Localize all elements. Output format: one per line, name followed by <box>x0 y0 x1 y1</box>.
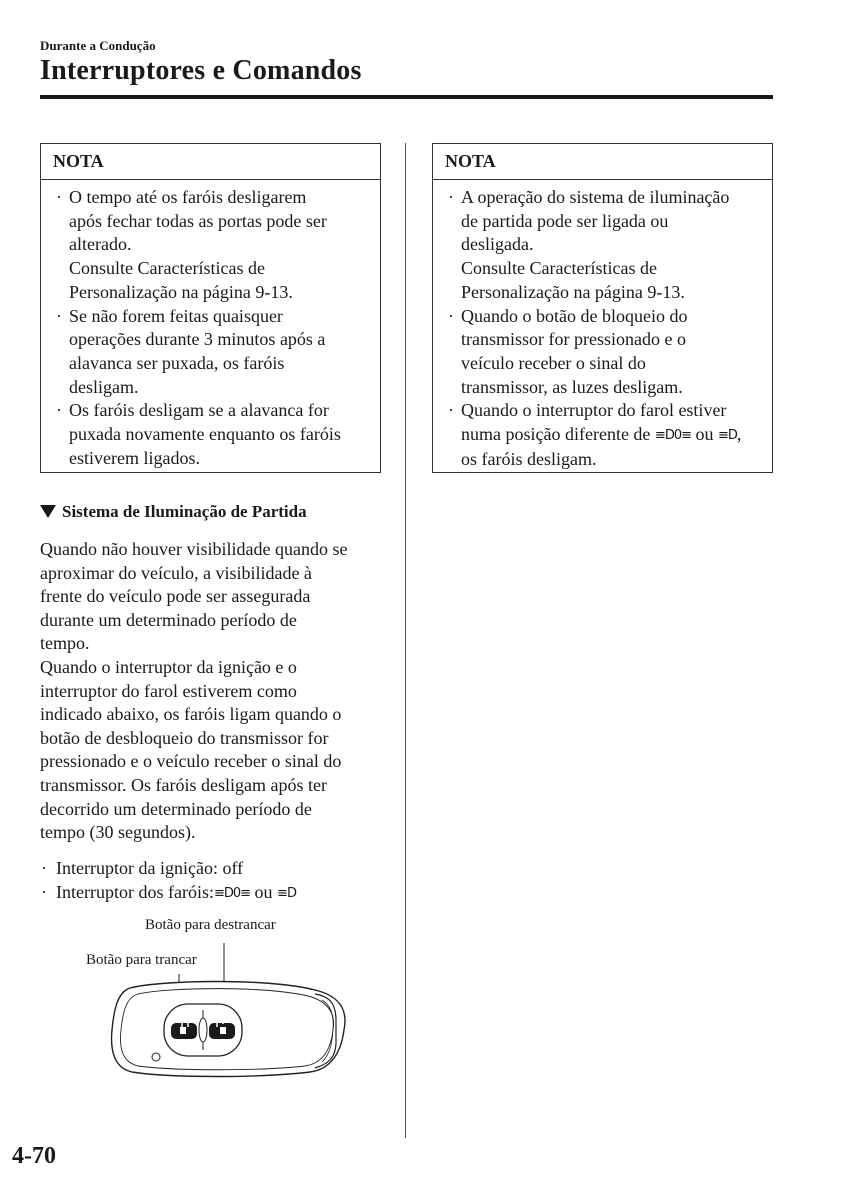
text-line: aproximar do veículo, a visibilidade à <box>40 562 312 583</box>
label-lock-button: Botão para trancar <box>86 952 197 968</box>
text-line: Consulte Características de <box>69 258 265 279</box>
text-line: desligam. <box>69 376 139 397</box>
triangle-marker-icon <box>40 505 56 518</box>
text-line: Quando o interruptor da ignição e o <box>40 656 297 677</box>
note-item <box>447 186 762 305</box>
text-line: os faróis desligam. <box>461 448 597 469</box>
text-line-with-icons: numa posição diferente de ≡D0≡ ou ≡D, <box>461 423 762 448</box>
text-line: O tempo até os faróis desligarem <box>69 187 307 207</box>
label-unlock-button: Botão para destrancar <box>145 917 276 933</box>
note-body <box>41 180 380 470</box>
text-line: indicado abaixo, os faróis ligam quando o <box>40 704 342 725</box>
text-line: A operação do sistema de iluminação <box>461 187 730 207</box>
text-line: decorrido um determinado período de <box>40 798 312 819</box>
lock-button[interactable] <box>171 1021 197 1039</box>
section-heading: Sistema de Iluminação de Partida <box>40 502 307 522</box>
bullet-dot: · <box>448 305 454 326</box>
list-item: · Interruptor dos faróis:≡D0≡ ou ≡D <box>40 881 385 906</box>
text-line: Personalização na página 9-13. <box>69 281 293 302</box>
fob-led-indicator <box>152 1053 160 1061</box>
condition-list <box>40 857 385 905</box>
text-line: após fechar todas as portas pode ser <box>69 210 327 231</box>
text-line: transmissor for pressionado e o <box>461 329 686 350</box>
text-line: tempo (30 segundos). <box>40 822 196 843</box>
note-box-left <box>40 143 381 473</box>
parking-lights-icon: ≡D0≡ <box>654 428 691 444</box>
note-body <box>433 180 772 471</box>
button-center-mark <box>199 1018 207 1042</box>
page-title: Interruptores e Comandos <box>40 55 362 86</box>
text-line: botão de desbloqueio do transmissor for <box>40 727 329 748</box>
note-item <box>55 305 370 400</box>
text-line: alavanca ser puxada, os faróis <box>69 352 285 373</box>
column-divider <box>405 143 406 1138</box>
text-line: alterado. <box>69 234 132 255</box>
text-line: Consulte Características de <box>461 258 657 279</box>
text-line: desligada. <box>461 234 534 255</box>
text-line: durante um determinado período de <box>40 609 297 630</box>
note-item <box>55 399 370 470</box>
text-line: interruptor do farol estiverem como <box>40 680 297 701</box>
text-line: Personalização na página 9-13. <box>461 281 685 302</box>
unlock-button[interactable] <box>209 1021 235 1039</box>
section-label: Durante a Condução <box>40 38 156 53</box>
bullet-dot: · <box>56 187 62 207</box>
text-line: tempo. <box>40 633 90 654</box>
text-line: puxada novamente enquanto os faróis <box>69 424 341 445</box>
text-line: operações durante 3 minutos após a <box>69 329 326 350</box>
text-line: de partida pode ser ligada ou <box>461 210 669 231</box>
text-line: Quando o interruptor do farol estiver <box>461 400 727 421</box>
note-item <box>447 305 762 400</box>
text-line: estiverem ligados. <box>69 447 200 468</box>
text-line: veículo receber o sinal do <box>461 352 646 373</box>
bullet-dot: · <box>41 881 47 902</box>
text-line: pressionado e o veículo receber o sinal do <box>40 751 342 772</box>
bullet-dot: · <box>41 858 47 878</box>
text-line: frente do veículo pode ser assegurada <box>40 586 311 607</box>
list-item: · Interruptor da ignição: off <box>40 857 385 881</box>
paragraph-1 <box>40 538 385 845</box>
note-box-right <box>432 143 773 473</box>
headlights-icon: ≡D <box>277 885 296 901</box>
parking-lights-icon: ≡D0≡ <box>213 885 251 901</box>
bullet-dot: · <box>56 305 62 326</box>
title-rule <box>40 95 773 99</box>
bullet-dot: · <box>56 400 62 421</box>
note-heading: NOTA <box>433 144 772 180</box>
note-item <box>55 186 370 305</box>
bullet-dot: · <box>448 400 454 421</box>
text-line: Se não forem feitas quaisquer <box>69 305 283 326</box>
note-heading: NOTA <box>41 144 380 180</box>
bullet-dot: · <box>448 187 454 207</box>
page-number: 4-70 <box>12 1143 56 1169</box>
text-line: Quando não houver visibilidade quando se <box>40 539 348 559</box>
text-line: Quando o botão de bloqueio do <box>461 305 688 326</box>
text-line: Os faróis desligam se a alavanca for <box>69 400 329 421</box>
note-item <box>447 399 762 471</box>
headlights-icon: ≡D <box>718 428 737 444</box>
key-fob-illustration <box>100 930 360 1090</box>
text-line: transmissor. Os faróis desligam após ter <box>40 774 327 795</box>
text-line: transmissor, as luzes desligam. <box>461 376 683 397</box>
